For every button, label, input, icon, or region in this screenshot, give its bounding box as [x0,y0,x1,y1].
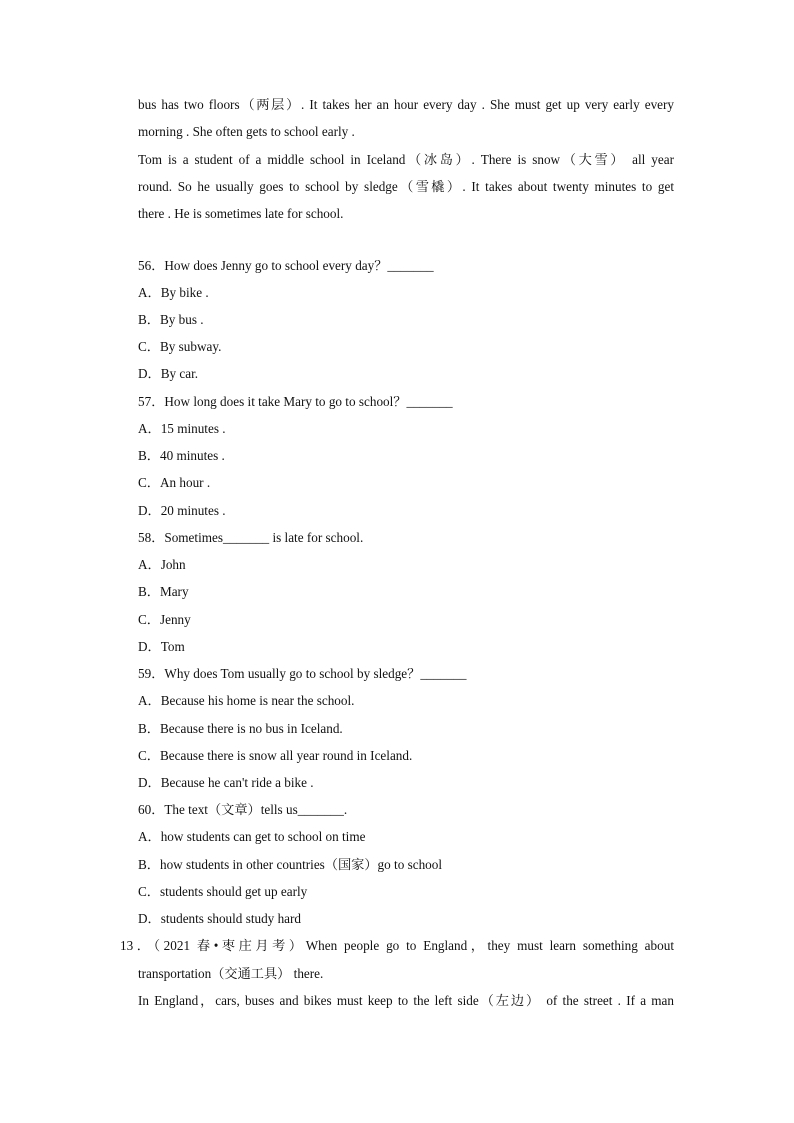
question-57-option-a: A．15 minutes . [138,421,226,436]
question-60-option-b: B．how students in other countries（国家）go to school [138,857,443,872]
question-57-stem: 57．How long does it take Mary to go to school？_______ [138,394,453,409]
passage-line-5: there . He is sometimes late for school. [138,206,344,221]
question-58-option-d: D．Tom [138,639,185,654]
item-13-line-2: transportation（交通工具） there. [138,966,324,981]
passage-line-2: morning . She often gets to school early . [138,124,355,139]
question-59-option-d: D．Because he can't ride a bike . [138,775,314,790]
question-59-option-a: A．Because his home is near the school. [138,693,355,708]
question-59-option-b: B．Because there is no bus in Iceland. [138,721,343,736]
question-58-option-b: B．Mary [138,584,189,599]
passage-line-1: bus has two floors（两层）. It takes her an hour every day . She must get up very early every [138,97,674,112]
question-59-stem: 59．Why does Tom usually go to school by sledge？_______ [138,666,467,681]
question-57-option-b: B．40 minutes . [138,448,225,463]
question-57-option-c: C．An hour . [138,475,211,490]
passage-line-3: Tom is a student of a middle school in Iceland（冰岛）. There is snow（大雪） all year [138,152,674,167]
item-13-line-1: 13．（2021 春•枣庄月考）When people go to England，they must learn something about [120,938,674,953]
question-56-stem: 56．How does Jenny go to school every day？_______ [138,258,434,273]
passage-line-4: round. So he usually goes to school by sledge（雪橇）. It takes about twenty minutes to get [138,179,674,194]
question-59-option-c: C．Because there is snow all year round in Iceland. [138,748,413,763]
question-56-option-a: A．By bike . [138,285,209,300]
question-56-option-c: C．By subway. [138,339,222,354]
question-60-option-c: C．students should get up early [138,884,308,899]
question-57-option-d: D．20 minutes . [138,503,226,518]
question-58-option-a: A．John [138,557,186,572]
question-58-option-c: C．Jenny [138,612,191,627]
question-56-option-b: B．By bus . [138,312,204,327]
question-60-option-d: D．students should study hard [138,911,302,926]
question-60-stem: 60．The text（文章）tells us_______. [138,802,348,817]
question-56-option-d: D．By car. [138,366,199,381]
question-60-option-a: A．how students can get to school on time [138,829,366,844]
item-13-line-3: In England，cars, buses and bikes must keep to the left side（左边） of the street . If a man [138,993,674,1008]
question-58-stem: 58．Sometimes_______ is late for school. [138,530,364,545]
